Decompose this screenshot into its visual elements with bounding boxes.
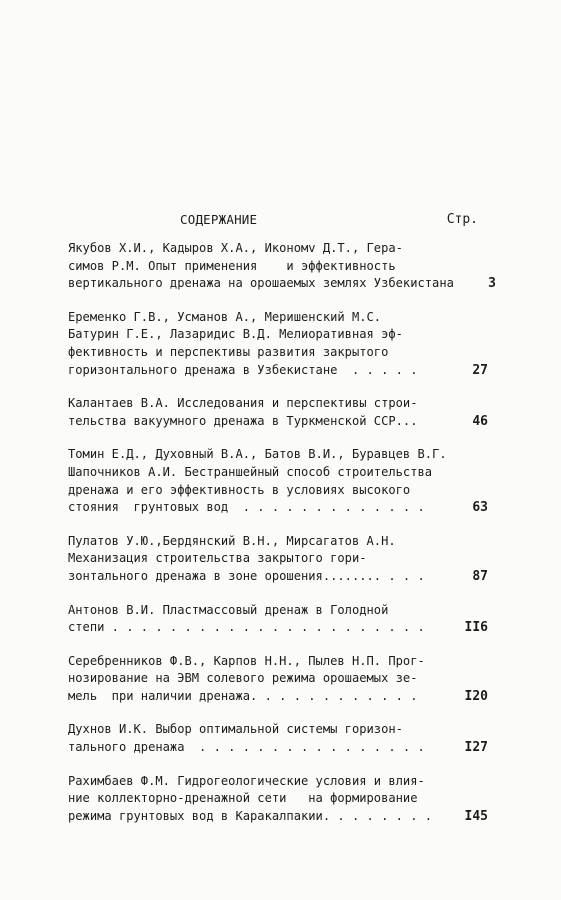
toc-entry-line: Шапочников А.И. Бестраншейный способ строительства (68, 464, 433, 479)
toc-entry-line: Механизация строительства закрытого гори- (68, 551, 367, 566)
toc-entry-page-number: I45 (464, 808, 488, 824)
toc-entry-line: симов Р.М. Опыт применения и эффективность (68, 258, 396, 273)
toc-entries (68, 240, 496, 841)
toc-entry-line: Рахимбаев Ф.М. Гидрогеологические условия и влия- (68, 773, 425, 788)
toc-entry (68, 602, 488, 637)
toc-entry-line: вертикального дренажа на орошаемых землях Узбекистана (68, 276, 454, 291)
toc-title: СОДЕРЖАНИЕ (180, 212, 258, 227)
toc-entry-line: режима грунтовых вод в Каракалпакии. . . . . . . . (68, 808, 433, 823)
toc-entry (68, 533, 488, 586)
toc-entry-page-number: II6 (464, 620, 488, 636)
toc-entry-line: тального дренажа . . . . . . . . . . . . . . . . (68, 740, 425, 755)
toc-entry-line: Серебренников Ф.В., Карпов Н.Н., Пылев Н.П. Прог- (68, 653, 425, 668)
toc-entry-line: тельства вакуумного дренажа в Туркменской ССР... (68, 413, 418, 428)
toc-entry (68, 240, 496, 293)
toc-entry-page-number: 63 (472, 500, 488, 516)
toc-entry-line: мель при наличии дренажа. . . . . . . . . . . . (68, 688, 418, 703)
toc-entry-line: степи . . . . . . . . . . . . . . . . . . . . . . (68, 620, 425, 635)
toc-entry-page-number: 87 (472, 568, 488, 584)
toc-entry-line: Антонов В.И. Пластмассовый дренаж в Голодной (68, 602, 389, 617)
toc-entry (68, 446, 488, 516)
toc-entry (68, 395, 488, 430)
toc-entry-line: Якубов Х.И., Кадыров Х.А., Икономv Д.Т., Гера- (68, 241, 403, 255)
toc-entry-line: фективность и перспективы развития закрытого (68, 344, 389, 359)
toc-entry-line: горизонтального дренажа в Узбекистане . . . . . (68, 362, 418, 377)
toc-entry-line: Калантаев В.А. Исследования и перспективы строи- (68, 396, 418, 411)
toc-entry-line: зонтального дренажа в зоне орошения........ . . . (68, 568, 425, 583)
toc-entry-line: нозирование на ЭВМ солевого режима орошаемых зе- (68, 671, 418, 686)
toc-entry-line: стояния грунтовых вод . . . . . . . . . . . . . (68, 500, 425, 515)
toc-entry (68, 309, 488, 379)
toc-entry-line: Томин Е.Д., Духовный В.А., Батов В.И., Буравцев В.Г. (68, 447, 447, 462)
toc-entry-line: Еременко Г.В., Усманов А., Меришенский М.С. (68, 309, 382, 324)
toc-entry (68, 773, 488, 826)
toc-entry-page-number: 3 (488, 276, 496, 292)
toc-page-column-header: Стр. (446, 212, 478, 227)
toc-entry-page-number: I27 (464, 740, 488, 756)
toc-entry-page-number: 27 (472, 362, 488, 378)
toc-entry-line: дренажа и его эффективность в условиях высокого (68, 482, 411, 497)
toc-entry (68, 653, 488, 706)
toc-entry (68, 721, 488, 756)
toc-entry-line: Батурин Г.Е., Лазаридис В.Д. Мелиоративная эф- (68, 327, 403, 342)
toc-heading (58, 212, 478, 232)
toc-entry-line: ние коллекторно-дренажной сети на формирование (68, 791, 418, 806)
toc-entry-page-number: I20 (464, 688, 488, 704)
toc-entry-line: Духнов И.К. Выбор оптимальной системы горизон- (68, 722, 403, 737)
toc-entry-page-number: 46 (472, 413, 488, 429)
toc-entry-line: Пулатов У.Ю.,Бердянский В.Н., Мирсагатов А.Н. (68, 533, 396, 548)
